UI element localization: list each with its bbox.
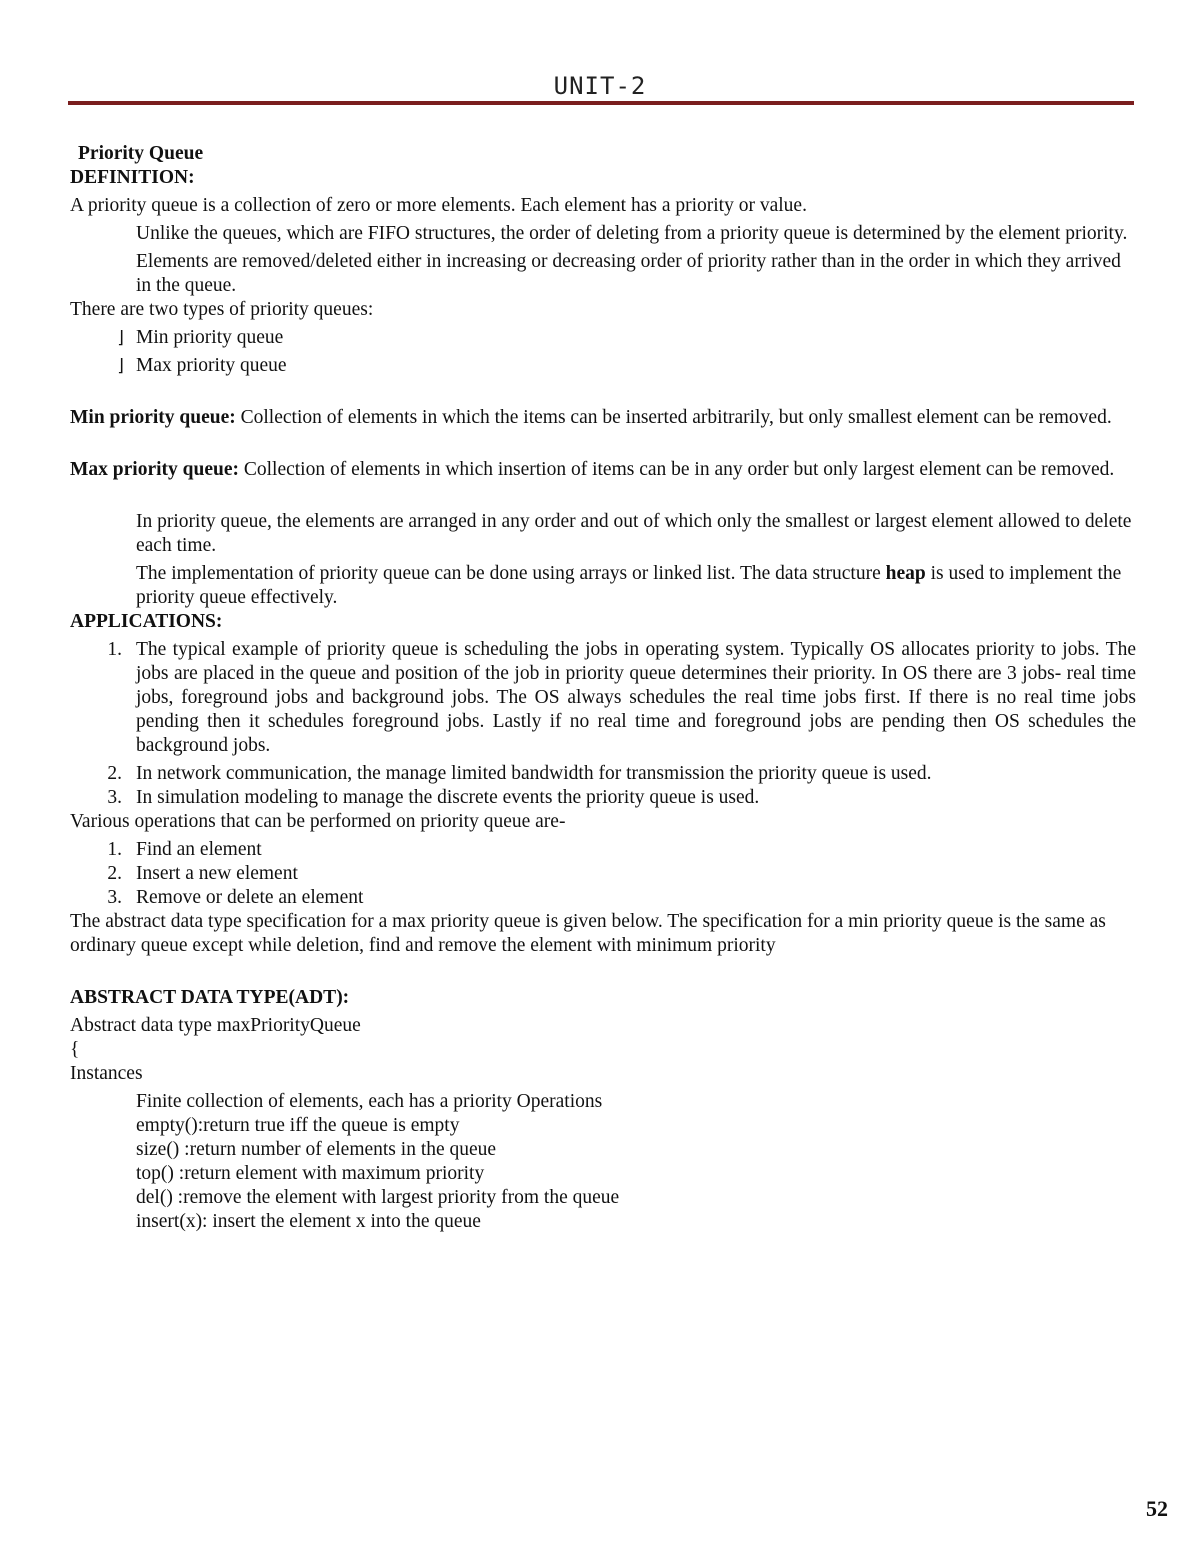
definition-text: A priority queue is a collection of zero or more elements. Each element has a priority or value. bbox=[70, 195, 807, 216]
list-item bbox=[70, 838, 1136, 862]
note-text: The implementation of priority queue can be done using arrays or linked list. The data structure bbox=[136, 563, 886, 584]
item-number: 1. bbox=[107, 839, 122, 860]
application-text: In network communication, the manage limited bandwidth for transmission the priority queue is used. bbox=[136, 763, 932, 784]
item-number: 2. bbox=[107, 763, 122, 784]
application-text: In simulation modeling to manage the discrete events the priority queue is used. bbox=[136, 787, 760, 808]
list-item bbox=[70, 762, 1136, 786]
application-text: The typical example of priority queue is scheduling the jobs in operating system. Typically OS allocates priority to jobs. The jobs are placed in the queue and position of the job in priority queue determines their priority. In OS there are 3 jobs- real time jobs, foreground jobs and background jobs. The OS always schedules the real time jobs first. If there is no real time jobs pending then it schedules foreground jobs. Lastly if no real time and foreground jobs are pending then OS schedules the background jobs. bbox=[136, 639, 1136, 756]
note-text: is used to implement the priority queue effectively. bbox=[136, 563, 1122, 608]
section-title: Priority Queue bbox=[78, 143, 204, 164]
max-text: Collection of elements in which insertion of items can be in any order but only largest element can be removed. bbox=[238, 459, 1115, 480]
min-text: Collection of elements in which the items can be inserted arbitrarily, but only smallest element can be removed. bbox=[235, 407, 1112, 428]
type-item: Max priority queue bbox=[136, 355, 287, 376]
definition-point: Unlike the queues, which are FIFO structures, the order of deleting from a priority queue is determined by the element priority. bbox=[136, 223, 1128, 244]
adt-intro: The abstract data type specification for a max priority queue is given below. The specification for a min priority queue is the same as ordinary queue except while deletion, find and remove the element with minimum priority bbox=[70, 911, 1106, 956]
page-content bbox=[70, 142, 1136, 1234]
operations-intro: Various operations that can be performed on priority queue are- bbox=[70, 811, 566, 832]
min-term: Min priority queue: bbox=[70, 407, 236, 428]
list-item bbox=[70, 862, 1136, 886]
adt-line: Abstract data type maxPriorityQueue bbox=[70, 1015, 361, 1036]
note-bold: heap bbox=[885, 563, 926, 584]
applications-heading: APPLICATIONS: bbox=[70, 611, 223, 632]
header-rule bbox=[68, 101, 1134, 105]
definition-heading: DEFINITION: bbox=[70, 167, 195, 188]
list-item bbox=[70, 354, 1136, 378]
max-term: Max priority queue: bbox=[70, 459, 239, 480]
operation-text: Insert a new element bbox=[136, 863, 298, 884]
list-item bbox=[70, 886, 1136, 910]
adt-line: insert(x): insert the element x into the queue bbox=[136, 1211, 481, 1232]
item-number: 3. bbox=[107, 787, 122, 808]
adt-line: top() :return element with maximum priority bbox=[136, 1163, 485, 1184]
definition-point: Elements are removed/deleted either in increasing or decreasing order of priority rather than in the order in which they arrived in the queue. bbox=[136, 251, 1121, 296]
bullet-icon: ⌋ bbox=[117, 328, 124, 348]
page-header-title: UNIT-2 bbox=[553, 72, 647, 100]
note-paragraph: In priority queue, the elements are arranged in any order and out of which only the smallest or largest element allowed to delete each time. bbox=[136, 511, 1132, 556]
adt-line: empty():return true iff the queue is empty bbox=[136, 1115, 460, 1136]
list-item bbox=[70, 326, 1136, 350]
operation-text: Find an element bbox=[136, 839, 262, 860]
bullet-icon: ⌋ bbox=[117, 356, 124, 376]
item-number: 3. bbox=[107, 887, 122, 908]
note-paragraph bbox=[70, 562, 1136, 610]
adt-line: del() :remove the element with largest priority from the queue bbox=[136, 1187, 620, 1208]
item-number: 1. bbox=[107, 639, 122, 660]
adt-brace: { bbox=[70, 1039, 80, 1060]
adt-instances: Instances bbox=[70, 1063, 143, 1084]
types-intro: There are two types of priority queues: bbox=[70, 299, 374, 320]
adt-line: Finite collection of elements, each has a priority Operations bbox=[136, 1091, 603, 1112]
item-number: 2. bbox=[107, 863, 122, 884]
adt-heading: ABSTRACT DATA TYPE(ADT): bbox=[70, 987, 350, 1008]
operation-text: Remove or delete an element bbox=[136, 887, 364, 908]
page-number: 52 bbox=[1146, 1496, 1168, 1521]
type-item: Min priority queue bbox=[136, 327, 284, 348]
adt-line: size() :return number of elements in the queue bbox=[136, 1139, 497, 1160]
min-priority-definition bbox=[70, 406, 1136, 430]
list-item bbox=[70, 638, 1136, 758]
max-priority-definition bbox=[70, 458, 1136, 482]
list-item bbox=[70, 786, 1136, 810]
